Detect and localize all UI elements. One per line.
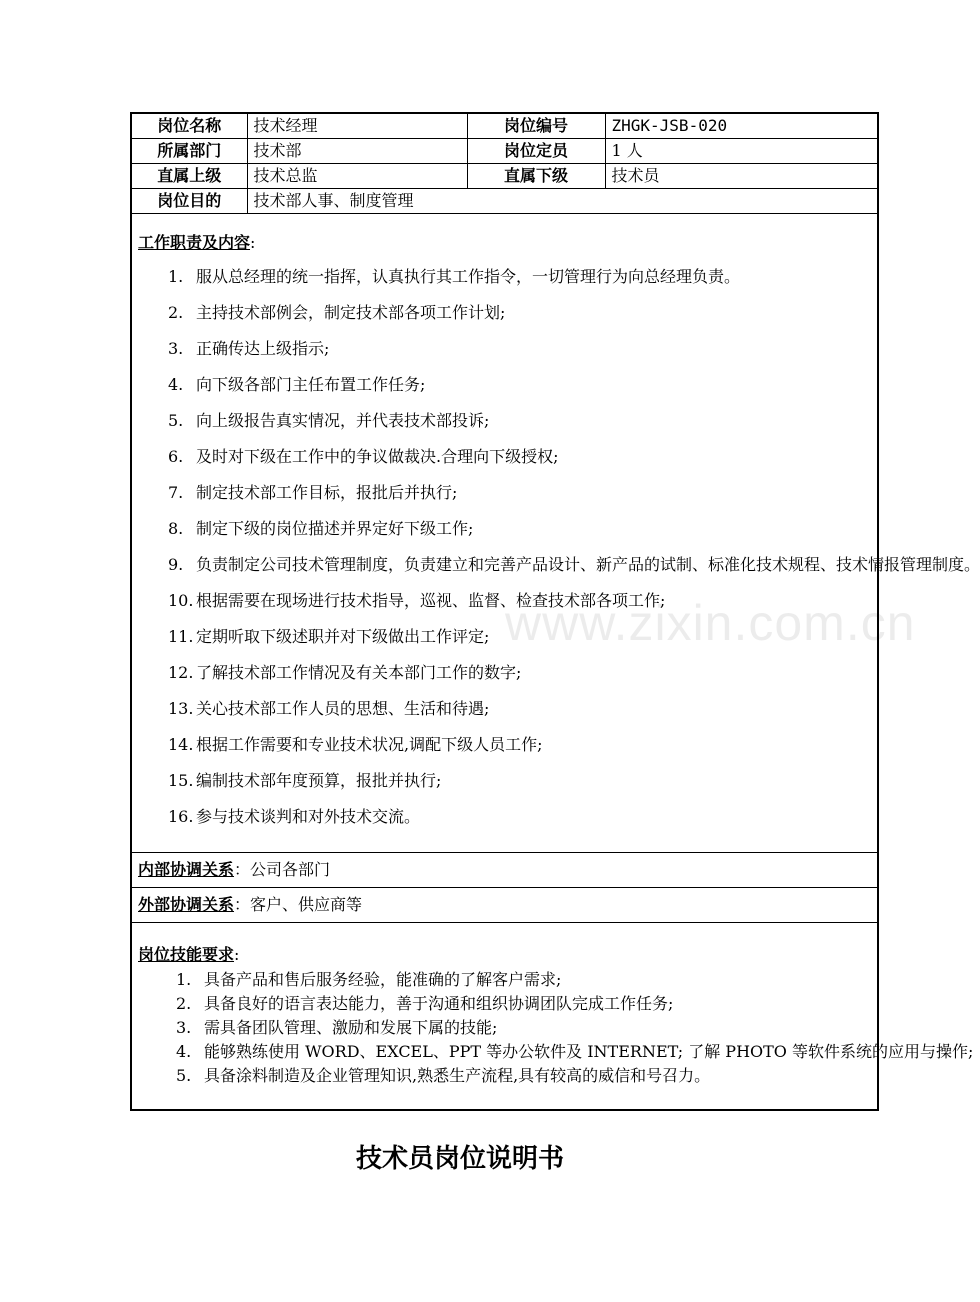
row-duties [131, 214, 878, 853]
item-text: 向下级各部门主任布置工作任务; [196, 375, 426, 394]
item-text: 定期听取下级述职并对下级做出工作评定; [196, 627, 490, 646]
item-text: 向上级报告真实情况，并代表技术部投诉; [196, 411, 490, 430]
item-number: 14. [168, 735, 194, 754]
item-number: 10. [168, 591, 194, 610]
item-number: 4. [176, 1042, 192, 1061]
item-text: 负责制定公司技术管理制度，负责建立和完善产品设计、新产品的试制、标准化技术规程、技术情报管理制度。 [196, 555, 980, 574]
item-text: 参与技术谈判和对外技术交流。 [196, 807, 421, 826]
item-number: 8. [168, 519, 184, 538]
duties-section [131, 214, 980, 853]
list-item [138, 259, 871, 295]
item-text: 具备良好的语言表达能力，善于沟通和组织协调团队完成工作任务; [204, 994, 674, 1013]
list-item [138, 619, 871, 655]
post-code-value: ZHGK-JSB-020 [605, 113, 878, 139]
external-title: 外部协调关系 [138, 895, 235, 914]
row-department [131, 139, 878, 164]
item-number: 2. [176, 994, 192, 1013]
external-colon: ： [234, 895, 251, 914]
duties-colon: : [250, 233, 256, 252]
post-name-value: 技术经理 [247, 113, 467, 139]
item-text: 制定技术部工作目标，报批后并执行; [196, 483, 458, 502]
list-item [138, 1064, 871, 1088]
item-text: 编制技术部年度预算，报批并执行; [196, 771, 442, 790]
list-item [138, 403, 871, 439]
list-item [138, 367, 871, 403]
purpose-label: 岗位目的 [131, 189, 247, 214]
duties-list [138, 259, 980, 835]
item-text: 及时对下级在工作中的争议做裁决.合理向下级授权; [196, 447, 559, 466]
list-item [138, 727, 871, 763]
duties-title: 工作职责及内容 [138, 233, 251, 252]
list-item [138, 295, 871, 331]
internal-coordination [131, 853, 878, 888]
item-number: 3. [176, 1018, 192, 1037]
item-number: 1. [176, 970, 192, 989]
watermark: www.zixin.com.cn [505, 595, 916, 651]
row-internal-coordination [131, 853, 878, 888]
internal-colon: ： [234, 860, 251, 879]
list-item [138, 475, 871, 511]
item-text: 主持技术部例会，制定技术部各项工作计划; [196, 303, 506, 322]
list-item [138, 1016, 871, 1040]
item-number: 7. [168, 483, 184, 502]
list-item [138, 1040, 974, 1064]
skills-title: 岗位技能要求 [138, 945, 235, 964]
list-item [138, 992, 871, 1016]
item-number: 6. [168, 447, 184, 466]
list-item [138, 511, 871, 547]
headcount-value: 1 人 [605, 139, 878, 164]
list-item [138, 691, 871, 727]
external-value: 客户、供应商等 [250, 895, 363, 914]
purpose-value: 技术部人事、制度管理 [247, 189, 878, 214]
row-skills [131, 923, 878, 1111]
item-text: 了解技术部工作情况及有关本部门工作的数字; [196, 663, 522, 682]
row-external-coordination [131, 888, 878, 923]
post-name-label: 岗位名称 [131, 113, 247, 139]
headcount-label: 岗位定员 [467, 139, 605, 164]
skills-colon: : [234, 945, 240, 964]
superior-label: 直属上级 [131, 164, 247, 189]
post-code-label: 岗位编号 [467, 113, 605, 139]
item-text: 具备涂料制造及企业管理知识,熟悉生产流程,具有较高的威信和号召力。 [204, 1066, 711, 1085]
item-text: 需具备团队管理、激励和发展下属的技能; [204, 1018, 498, 1037]
list-item [138, 799, 871, 835]
item-text: 正确传达上级指示; [196, 339, 330, 358]
row-post-name [131, 113, 878, 139]
next-section-heading: 技术员岗位说明书 [355, 1144, 564, 1174]
item-text: 根据工作需要和专业技术状况,调配下级人员工作; [196, 735, 543, 754]
list-item [138, 583, 871, 619]
item-number: 12. [168, 663, 194, 682]
dept-label: 所属部门 [131, 139, 247, 164]
item-number: 3. [168, 339, 184, 358]
dept-value: 技术部 [247, 139, 467, 164]
list-item [138, 968, 871, 992]
item-text: 能够熟练使用 WORD、EXCEL、PPT 等办公软件及 INTERNET; 了解 PHOTO 等软件系统的应用与操作; [204, 1042, 974, 1061]
item-number: 9. [168, 555, 184, 574]
subordinate-value: 技术员 [605, 164, 878, 189]
item-text: 根据需要在现场进行技术指导，巡视、监督、检查技术部各项工作; [196, 591, 666, 610]
internal-value: 公司各部门 [250, 860, 331, 879]
item-number: 4. [168, 375, 184, 394]
item-number: 2. [168, 303, 184, 322]
item-number: 15. [168, 771, 194, 790]
list-item [138, 331, 871, 367]
subordinate-label: 直属下级 [467, 164, 605, 189]
row-superior [131, 164, 878, 189]
list-item [138, 655, 871, 691]
item-text: 制定下级的岗位描述并界定好下级工作; [196, 519, 474, 538]
list-item [138, 439, 871, 475]
item-number: 5. [176, 1066, 192, 1085]
external-coordination [131, 888, 878, 923]
item-text: 服从总经理的统一指挥，认真执行其工作指令，一切管理行为向总经理负责。 [196, 267, 741, 286]
skills-list [138, 968, 974, 1088]
item-text: 关心技术部工作人员的思想、生活和待遇; [196, 699, 490, 718]
internal-title: 内部协调关系 [138, 860, 235, 879]
superior-value: 技术总监 [247, 164, 467, 189]
item-number: 11. [168, 627, 194, 646]
list-item [138, 547, 980, 583]
item-number: 1. [168, 267, 184, 286]
item-text: 具备产品和售后服务经验，能准确的了解客户需求; [204, 970, 562, 989]
row-purpose [131, 189, 878, 214]
item-number: 13. [168, 699, 194, 718]
job-description-table [130, 112, 980, 1111]
skills-section [131, 923, 974, 1111]
item-number: 5. [168, 411, 184, 430]
item-number: 16. [168, 807, 194, 826]
list-item [138, 763, 871, 799]
